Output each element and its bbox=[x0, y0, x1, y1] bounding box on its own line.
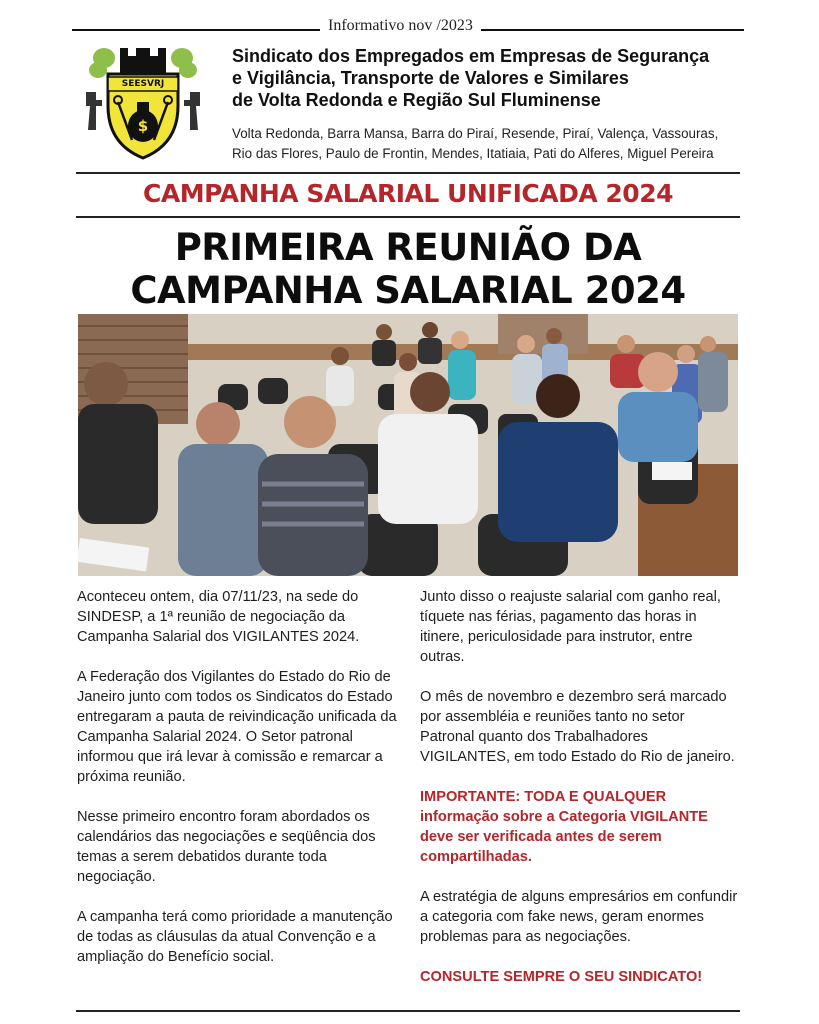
divider bbox=[76, 216, 740, 218]
org-name-line: e Vigilância, Transporte de Valores e Similares bbox=[232, 68, 629, 88]
organization-name bbox=[232, 45, 752, 111]
paragraph: O mês de novembro e dezembro será marcado por assembléia e reuniões tanto no setor Patronal quanto dos Trabalhadores VIGILANTES, em todo Estado do Rio de janeiro. bbox=[420, 689, 735, 765]
paragraph: A Federação dos Vigilantes do Estado do Rio de Janeiro junto com todos os Sindicatos do Estado entregaram a pauta de reivindicação unificada da Campanha Salarial 2024. O Setor patronal informou que irá levar à comissão e remarcar a próxima reunião. bbox=[77, 669, 397, 785]
headline-line: PRIMEIRA REUNIÃO DA bbox=[174, 226, 642, 269]
meeting-photo bbox=[78, 314, 738, 576]
divider bbox=[76, 172, 740, 174]
cities-list bbox=[232, 124, 752, 164]
paragraph: A estratégia de alguns empresários em confundir a categoria com fake news, geram enormes problemas para as negociações. bbox=[420, 889, 738, 945]
cities-line: Rio das Flores, Paulo de Frontin, Mendes, Itatiaia, Pati do Alferes, Miguel Pereira bbox=[232, 146, 714, 161]
cities-line: Volta Redonda, Barra Mansa, Barra do Piraí, Resende, Piraí, Valença, Vassouras, bbox=[232, 126, 719, 141]
left-column bbox=[77, 587, 397, 987]
paragraph: Nesse primeiro encontro foram abordados os calendários das negociações e seqüência dos temas a serem debatidos durante toda negociação. bbox=[77, 809, 376, 885]
closing-callout: CONSULTE SEMPRE O SEU SINDICATO! bbox=[420, 969, 703, 985]
org-name-line: Sindicato dos Empregados em Empresas de Segurança bbox=[232, 46, 710, 66]
paragraph: Aconteceu ontem, dia 07/11/23, na sede do SINDESP, a 1ª reunião de negociação da Campanha Salarial dos VIGILANTES 2024. bbox=[77, 589, 360, 645]
logo-text: SEESVRJ bbox=[121, 79, 165, 89]
headline bbox=[76, 226, 740, 312]
paragraph: A campanha terá como prioridade a manutenção de todas as cláusulas da atual Convenção e a ampliação do Benefício social. bbox=[77, 909, 393, 965]
right-column bbox=[420, 587, 740, 1007]
headline-line: CAMPANHA SALARIAL 2024 bbox=[130, 269, 686, 312]
union-logo bbox=[80, 44, 206, 162]
paragraph: Junto disso o reajuste salarial com ganho real, tíquete nas férias, pagamento das horas in itinere, periculosidade para instrutor, entre outras. bbox=[420, 589, 721, 665]
campaign-title: CAMPANHA SALARIAL UNIFICADA 2024 bbox=[143, 179, 673, 208]
logo-symbol: $ bbox=[137, 117, 149, 135]
issue-label: Informativo nov /2023 bbox=[320, 17, 481, 35]
bottom-rule bbox=[76, 1010, 740, 1012]
important-notice: IMPORTANTE: TODA E QUALQUER informação sobre a Categoria VIGILANTE deve ser verificada antes de serem compartilhadas. bbox=[420, 789, 708, 865]
org-name-line: de Volta Redonda e Região Sul Fluminense bbox=[232, 90, 601, 110]
